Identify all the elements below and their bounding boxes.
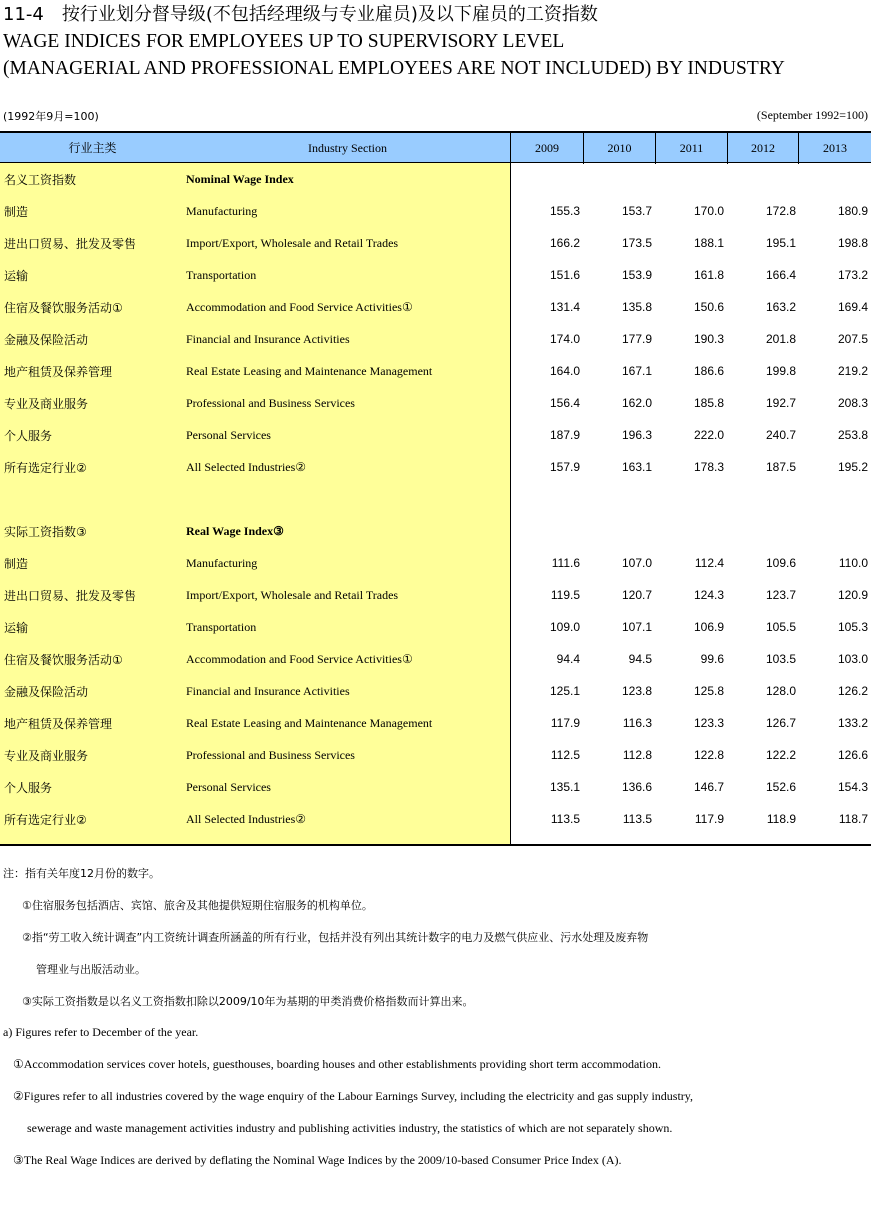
index-value-2012: 128.0 — [765, 684, 796, 698]
index-value-2011: 222.0 — [693, 428, 724, 442]
section-label-row — [0, 515, 871, 547]
index-value-2010: 162.0 — [621, 396, 652, 410]
industry-name-en: Personal Services — [186, 428, 271, 442]
index-value-2012: 103.5 — [765, 652, 796, 666]
index-value-2011: 190.3 — [693, 332, 724, 346]
industry-name-zh: 制造 — [4, 557, 29, 571]
index-value-2012: 240.7 — [765, 428, 796, 442]
page-title-en-line1: WAGE INDICES FOR EMPLOYEES UP TO SUPERVISORY LEVEL — [3, 31, 565, 52]
index-value-2009: 117.9 — [550, 716, 580, 730]
industry-name-zh: 地产租赁及保养管理 — [4, 717, 113, 731]
index-value-2010: 163.1 — [621, 460, 652, 474]
industry-name-en: Real Estate Leasing and Maintenance Management — [186, 364, 433, 378]
header-year: 2013 — [823, 141, 847, 155]
industry-name-en: Real Estate Leasing and Maintenance Management — [186, 716, 433, 730]
index-value-2013: 173.2 — [837, 268, 868, 282]
index-value-2013: 207.5 — [837, 332, 868, 346]
index-value-2013: 198.8 — [837, 236, 868, 250]
index-value-2012: 105.5 — [765, 620, 796, 634]
table-row — [0, 419, 871, 451]
base-period-en: (September 1992=100) — [756, 108, 868, 122]
note-zh: ②指“劳工收入统计调查”内工资统计调查所涵盖的所有行业，包括并没有列出其统计数字的电力及燃气供应业、污水处理及废弃物 — [22, 931, 649, 944]
index-value-2010: 112.8 — [622, 748, 652, 762]
index-value-2011: 125.8 — [693, 684, 724, 698]
industry-name-zh: 金融及保险活动 — [4, 685, 89, 699]
base-period-zh: (1992年9月=100) — [3, 110, 99, 123]
industry-name-en: Manufacturing — [186, 204, 258, 218]
page-title-en-line2: (MANAGERIAL AND PROFESSIONAL EMPLOYEES ARE NOT INCLUDED) BY INDUSTRY — [3, 58, 785, 79]
industry-name-en: Transportation — [186, 620, 257, 634]
industry-name-en: Transportation — [186, 268, 257, 282]
index-value-2011: 170.0 — [693, 204, 724, 218]
industry-name-en: Import/Export, Wholesale and Retail Trades — [186, 236, 399, 250]
industry-name-zh: 专业及商业服务 — [4, 749, 89, 763]
section-label-row — [0, 163, 871, 195]
index-value-2011: 146.7 — [693, 780, 724, 794]
index-value-2011: 161.8 — [693, 268, 724, 282]
industry-name-en: Personal Services — [186, 780, 271, 794]
industry-name-en: Financial and Insurance Activities — [186, 332, 350, 346]
index-value-2012: 187.5 — [765, 460, 796, 474]
header-year: 2011 — [679, 141, 704, 155]
header-year: 2010 — [607, 141, 632, 155]
index-value-2010: 94.5 — [628, 652, 652, 666]
index-value-2009: 135.1 — [549, 780, 580, 794]
index-value-2011: 150.6 — [693, 300, 724, 314]
industry-name-zh: 运输 — [4, 621, 29, 635]
index-value-2012: 166.4 — [765, 268, 796, 282]
industry-name-zh: 进出口贸易、批发及零售 — [4, 589, 137, 603]
index-value-2013: 110.0 — [838, 556, 868, 570]
table-row — [0, 547, 871, 579]
table-row — [0, 355, 871, 387]
index-value-2013: 133.2 — [837, 716, 868, 730]
index-value-2010: 167.1 — [621, 364, 652, 378]
index-value-2011: 186.6 — [693, 364, 724, 378]
table-row — [0, 323, 871, 355]
index-value-2013: 154.3 — [837, 780, 868, 794]
table-row — [0, 611, 871, 643]
index-value-2009: 166.2 — [549, 236, 580, 250]
index-value-2013: 103.0 — [837, 652, 868, 666]
index-value-2013: 126.6 — [837, 748, 868, 762]
index-value-2012: 172.8 — [765, 204, 796, 218]
index-value-2009: 94.4 — [556, 652, 580, 666]
industry-name-en: Accommodation and Food Service Activities① — [186, 652, 413, 666]
industry-name-zh: 个人服务 — [4, 429, 53, 443]
index-value-2010: 120.7 — [621, 588, 652, 602]
header-industry-en: Industry Section — [308, 141, 387, 155]
section-label-zh: 名义工资指数 — [4, 173, 77, 187]
industry-name-zh: 所有选定行业② — [4, 461, 87, 475]
index-value-2011: 106.9 — [693, 620, 724, 634]
index-value-2011: 124.3 — [693, 588, 724, 602]
note-en: sewerage and waste management activities industry and publishing activities industry, the statistics of which are not separately shown. — [27, 1121, 673, 1135]
index-value-2010: 177.9 — [621, 332, 652, 346]
index-value-2010: 196.3 — [621, 428, 652, 442]
industry-name-zh: 进出口贸易、批发及零售 — [4, 237, 137, 251]
table-row — [0, 387, 871, 419]
index-value-2011: 112.4 — [694, 556, 724, 570]
table-bottom-rule — [0, 844, 871, 846]
index-value-2010: 107.0 — [621, 556, 652, 570]
industry-name-en: All Selected Industries② — [186, 460, 307, 474]
index-value-2012: 123.7 — [765, 588, 796, 602]
index-value-2012: 126.7 — [765, 716, 796, 730]
industry-name-zh: 专业及商业服务 — [4, 397, 89, 411]
note-zh: ③实际工资指数是以名义工资指数扣除以2009/10年为基期的甲类消费价格指数而计算出来。 — [22, 995, 474, 1008]
header-industry-zh: 行业主类 — [68, 141, 117, 155]
index-value-2012: 195.1 — [765, 236, 796, 250]
table-row — [0, 643, 871, 675]
index-value-2009: 131.4 — [549, 300, 580, 314]
index-value-2013: 118.7 — [838, 812, 868, 826]
table-row — [0, 291, 871, 323]
note-en: ②Figures refer to all industries covered by the wage enquiry of the Labour Earnings Survey, including the electricity and gas supply industry, — [13, 1089, 694, 1103]
index-value-2009: 109.0 — [549, 620, 580, 634]
industry-name-zh: 运输 — [4, 269, 29, 283]
note-en: ①Accommodation services cover hotels, guesthouses, boarding houses and other establishments providing short term accommodation. — [13, 1057, 661, 1071]
header-year: 2012 — [751, 141, 775, 155]
industry-name-zh: 个人服务 — [4, 781, 53, 795]
index-value-2013: 253.8 — [837, 428, 868, 442]
section-label-en: Real Wage Index③ — [186, 524, 284, 538]
index-value-2011: 123.3 — [693, 716, 724, 730]
note-zh: 管理业与出版活动业。 — [36, 963, 146, 976]
index-value-2009: 151.6 — [549, 268, 580, 282]
index-value-2013: 180.9 — [837, 204, 868, 218]
index-value-2012: 152.6 — [765, 780, 796, 794]
table-row — [0, 803, 871, 835]
table-header — [0, 131, 871, 163]
index-value-2011: 185.8 — [693, 396, 724, 410]
table-row — [0, 579, 871, 611]
index-value-2013: 120.9 — [837, 588, 868, 602]
index-value-2012: 118.9 — [766, 812, 796, 826]
note-en: a) Figures refer to December of the year. — [3, 1025, 199, 1039]
index-value-2009: 111.6 — [551, 556, 580, 570]
section-label-zh: 实际工资指数③ — [4, 525, 87, 539]
index-value-2009: 113.5 — [550, 812, 580, 826]
index-value-2013: 169.4 — [837, 300, 868, 314]
index-value-2009: 174.0 — [549, 332, 580, 346]
page-title-zh: 11-4 按行业划分督导级(不包括经理级与专业雇员)及以下雇员的工资指数 — [3, 4, 598, 25]
index-value-2012: 109.6 — [765, 556, 796, 570]
index-value-2010: 153.9 — [621, 268, 652, 282]
index-value-2012: 122.2 — [765, 748, 796, 762]
industry-name-zh: 制造 — [4, 205, 29, 219]
header-year: 2009 — [535, 141, 559, 155]
industry-name-en: Import/Export, Wholesale and Retail Trades — [186, 588, 399, 602]
section-label-en: Nominal Wage Index — [186, 172, 294, 186]
table-row — [0, 675, 871, 707]
table-row — [0, 707, 871, 739]
note-en: ③The Real Wage Indices are derived by deflating the Nominal Wage Indices by the 2009/10-based Consumer Price Index (A). — [13, 1153, 622, 1167]
index-value-2009: 164.0 — [549, 364, 580, 378]
index-value-2010: 107.1 — [621, 620, 652, 634]
index-value-2012: 192.7 — [765, 396, 796, 410]
industry-name-zh: 金融及保险活动 — [4, 333, 89, 347]
index-value-2009: 187.9 — [549, 428, 580, 442]
index-value-2011: 117.9 — [694, 812, 724, 826]
index-value-2010: 116.3 — [622, 716, 652, 730]
index-value-2010: 135.8 — [621, 300, 652, 314]
index-value-2010: 173.5 — [621, 236, 652, 250]
index-value-2013: 105.3 — [837, 620, 868, 634]
index-value-2012: 201.8 — [765, 332, 796, 346]
table-row — [0, 451, 871, 483]
index-value-2010: 123.8 — [621, 684, 652, 698]
index-value-2011: 188.1 — [693, 236, 724, 250]
index-value-2011: 178.3 — [693, 460, 724, 474]
index-value-2009: 155.3 — [549, 204, 580, 218]
table-row — [0, 739, 871, 771]
industry-name-en: All Selected Industries② — [186, 812, 307, 826]
industry-name-en: Professional and Business Services — [186, 396, 355, 410]
table-row — [0, 227, 871, 259]
industry-name-en: Professional and Business Services — [186, 748, 355, 762]
index-value-2009: 156.4 — [549, 396, 580, 410]
index-value-2013: 195.2 — [837, 460, 868, 474]
industry-name-zh: 住宿及餐饮服务活动① — [4, 653, 123, 667]
industry-name-zh: 地产租赁及保养管理 — [4, 365, 113, 379]
industry-name-en: Manufacturing — [186, 556, 258, 570]
index-value-2009: 119.5 — [550, 588, 580, 602]
index-value-2009: 125.1 — [549, 684, 580, 698]
index-value-2011: 122.8 — [693, 748, 724, 762]
industry-name-en: Financial and Insurance Activities — [186, 684, 350, 698]
index-value-2009: 157.9 — [549, 460, 580, 474]
index-value-2012: 199.8 — [765, 364, 796, 378]
index-value-2013: 126.2 — [837, 684, 868, 698]
note-zh: ①住宿服务包括酒店、宾馆、旅舍及其他提供短期住宿服务的机构单位。 — [22, 899, 373, 912]
table-row — [0, 259, 871, 291]
industry-name-zh: 所有选定行业② — [4, 813, 87, 827]
index-value-2010: 136.6 — [621, 780, 652, 794]
index-value-2013: 219.2 — [837, 364, 868, 378]
index-value-2013: 208.3 — [837, 396, 868, 410]
industry-name-en: Accommodation and Food Service Activities① — [186, 300, 413, 314]
table-row — [0, 195, 871, 227]
index-value-2009: 112.5 — [550, 748, 580, 762]
note-zh: 注：指有关年度12月份的数字。 — [3, 867, 160, 880]
table-row — [0, 771, 871, 803]
index-value-2010: 153.7 — [621, 204, 652, 218]
index-value-2011: 99.6 — [700, 652, 724, 666]
index-value-2010: 113.5 — [622, 812, 652, 826]
industry-name-zh: 住宿及餐饮服务活动① — [4, 301, 123, 315]
index-value-2012: 163.2 — [765, 300, 796, 314]
